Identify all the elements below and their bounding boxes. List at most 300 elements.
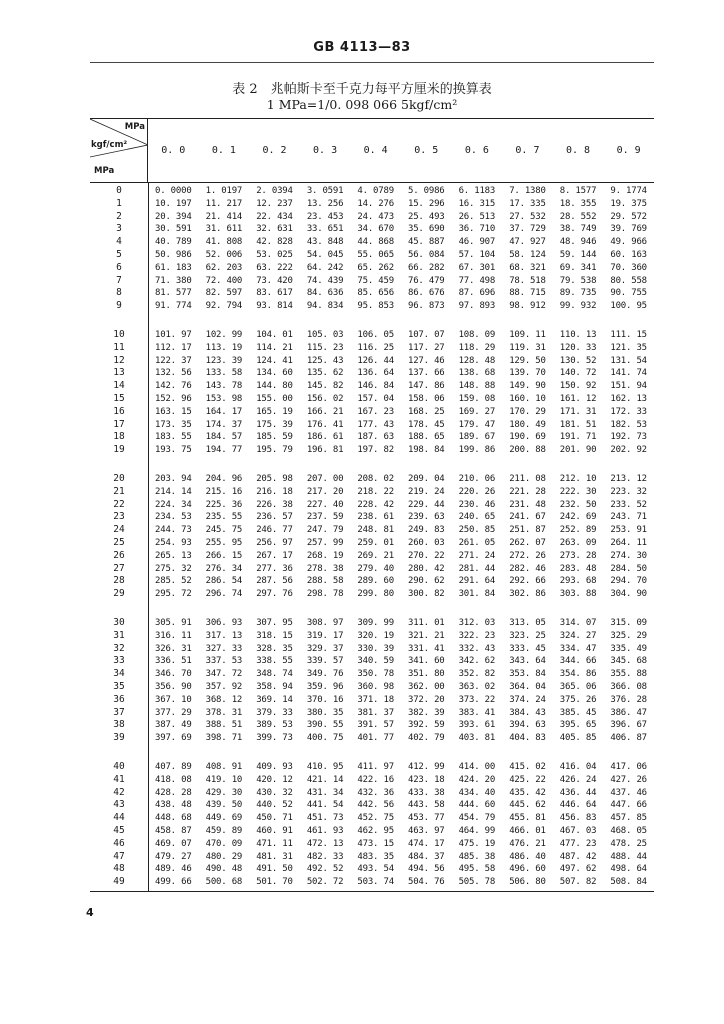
table-cell: 187. 63 — [357, 432, 394, 443]
row-label-mpa: 38 — [113, 719, 125, 731]
table-row — [90, 761, 654, 774]
table-cell: 216. 18 — [256, 486, 293, 497]
table-cell: 114. 21 — [256, 342, 293, 353]
table-cell: 365. 06 — [559, 681, 597, 692]
table-cell: 470. 09 — [205, 838, 243, 849]
table-cell: 222. 30 — [559, 486, 597, 497]
table-cell: 181. 51 — [559, 419, 597, 430]
table-cell: 417. 06 — [610, 762, 647, 772]
row-label-mpa: 41 — [113, 773, 125, 785]
row-label-mpa: 31 — [113, 629, 125, 641]
row-label-mpa: 21 — [113, 485, 125, 497]
table-cell: 111. 15 — [610, 330, 647, 340]
table-cell: 463. 97 — [408, 825, 445, 836]
table-cell: 149. 90 — [509, 381, 546, 392]
table-cell: 318. 15 — [256, 630, 293, 641]
table-cell: 325. 29 — [610, 630, 647, 641]
table-cell: 13. 256 — [306, 198, 344, 209]
table-cell: 210. 06 — [458, 474, 496, 484]
table-cell: 52. 006 — [205, 249, 243, 260]
table-cell: 120. 33 — [559, 342, 597, 353]
table-cell: 345. 68 — [610, 656, 647, 667]
table-cell: 224. 34 — [155, 499, 192, 510]
table-cell: 130. 52 — [559, 355, 597, 366]
table-cell: 450. 71 — [256, 813, 293, 824]
table-cell: 508. 84 — [610, 877, 647, 888]
table-cell: 336. 51 — [155, 656, 192, 667]
table-cell: 156. 02 — [306, 393, 344, 404]
table-cell: 64. 242 — [306, 262, 344, 273]
row-label-mpa: 42 — [113, 786, 125, 798]
table-cell: 239. 63 — [408, 512, 445, 523]
row-label-mpa: 35 — [113, 680, 125, 692]
table-cell: 483. 35 — [357, 851, 394, 862]
table-cell: 95. 853 — [357, 301, 394, 312]
table-cell: 221. 28 — [509, 486, 546, 497]
table-cell: 339. 57 — [306, 656, 344, 667]
table-cell: 443. 58 — [408, 800, 445, 811]
table-cell: 170. 29 — [509, 406, 546, 417]
table-cell: 204. 96 — [205, 474, 243, 484]
row-label-mpa: 11 — [113, 341, 125, 353]
table-cell: 19. 375 — [610, 198, 647, 209]
table-cell: 157. 04 — [357, 393, 394, 404]
table-cell: 236. 57 — [256, 512, 293, 523]
table-cell: 377. 29 — [155, 707, 192, 718]
table-cell: 66. 282 — [408, 262, 445, 273]
table-cell: 424. 20 — [458, 774, 496, 785]
table-row — [90, 329, 654, 342]
table-cell: 76. 479 — [408, 275, 445, 286]
table-cell: 109. 11 — [509, 330, 546, 340]
table-cell: 192. 73 — [610, 432, 647, 443]
row-label-mpa: 40 — [113, 761, 125, 772]
table-row — [90, 851, 654, 864]
table-cell: 428. 28 — [155, 787, 192, 798]
table-cell: 175. 39 — [256, 419, 293, 430]
row-label-mpa: 49 — [113, 876, 125, 888]
table-body — [90, 185, 654, 905]
table-cell: 370. 16 — [306, 694, 344, 705]
table-cell: 2. 0394 — [256, 186, 293, 196]
table-cell: 212. 10 — [559, 474, 597, 484]
table-cell: 148. 88 — [458, 381, 496, 392]
table-cell: 198. 84 — [408, 445, 445, 456]
table-cell: 171. 31 — [559, 406, 597, 417]
table-cell: 18. 355 — [559, 198, 597, 209]
table-cell: 477. 23 — [559, 838, 597, 849]
table-cell: 482. 33 — [306, 851, 344, 862]
table-cell: 467. 03 — [559, 825, 597, 836]
corner-cell — [90, 119, 148, 182]
table-cell: 59. 144 — [559, 249, 597, 260]
table-row — [90, 211, 654, 224]
table-cell: 296. 74 — [205, 589, 243, 600]
table-cell: 230. 46 — [458, 499, 496, 510]
table-cell: 434. 40 — [458, 787, 496, 798]
table-cell: 129. 50 — [509, 355, 546, 366]
table-cell: 42. 828 — [256, 237, 293, 248]
table-cell: 213. 12 — [610, 474, 647, 484]
table-cell: 99. 932 — [559, 301, 597, 312]
table-cell: 98. 912 — [509, 301, 546, 312]
table-cell: 97. 893 — [458, 301, 496, 312]
table-cell: 184. 57 — [205, 432, 243, 443]
table-row — [90, 236, 654, 249]
table-row — [90, 444, 654, 457]
row-group — [90, 473, 654, 617]
table-cell: 408. 91 — [205, 762, 243, 772]
table-cell: 235. 55 — [205, 512, 243, 523]
table-row — [90, 707, 654, 720]
table-cell: 330. 39 — [357, 643, 394, 654]
table-cell: 162. 13 — [610, 393, 647, 404]
table-cell: 491. 50 — [256, 864, 293, 875]
table-cell: 315. 09 — [610, 618, 647, 628]
table-cell: 390. 55 — [306, 720, 344, 731]
table-cell: 363. 02 — [458, 681, 496, 692]
table-row — [90, 262, 654, 275]
table-cell: 262. 07 — [509, 537, 546, 548]
table-cell: 105. 03 — [306, 330, 344, 340]
column-header: 0. 0 — [161, 145, 186, 156]
table-cell: 208. 02 — [357, 474, 394, 484]
table-cell: 267. 17 — [256, 550, 293, 561]
table-cell: 368. 12 — [205, 694, 243, 705]
table-cell: 26. 513 — [458, 211, 496, 222]
header-rule — [90, 62, 654, 63]
table-cell: 71. 380 — [155, 275, 192, 286]
row-label-mpa: 27 — [113, 562, 125, 574]
table-cell: 217. 20 — [306, 486, 344, 497]
table-cell: 373. 22 — [458, 694, 496, 705]
table-cell: 493. 54 — [357, 864, 394, 875]
row-label-mpa: 30 — [113, 617, 125, 628]
table-cell: 423. 18 — [408, 774, 445, 785]
table-cell: 96. 873 — [408, 301, 445, 312]
table-row — [90, 275, 654, 288]
table-cell: 457. 85 — [610, 813, 647, 824]
table-cell: 348. 74 — [256, 669, 293, 680]
table-row — [90, 787, 654, 800]
table-cell: 151. 94 — [610, 381, 647, 392]
table-cell: 397. 69 — [155, 733, 192, 744]
table-cell: 24. 473 — [357, 211, 394, 222]
table-cell: 356. 90 — [155, 681, 192, 692]
table-cell: 354. 86 — [559, 669, 597, 680]
table-cell: 118. 29 — [458, 342, 496, 353]
table-cell: 435. 42 — [509, 787, 546, 798]
table-cell: 141. 74 — [610, 368, 647, 379]
table-cell: 438. 48 — [155, 800, 192, 811]
table-cell: 260. 03 — [408, 537, 445, 548]
table-cell: 468. 05 — [610, 825, 647, 836]
table-cell: 391. 57 — [357, 720, 394, 731]
table-cell: 380. 35 — [306, 707, 344, 718]
table-row — [90, 630, 654, 643]
table-cell: 23. 453 — [306, 211, 344, 222]
table-row — [90, 863, 654, 876]
table-cell: 269. 21 — [357, 550, 394, 561]
table-cell: 414. 00 — [458, 762, 496, 772]
table-cell: 430. 32 — [256, 787, 293, 798]
table-cell: 381. 37 — [357, 707, 394, 718]
column-header: 0. 7 — [515, 145, 540, 156]
table-cell: 282. 46 — [509, 563, 546, 574]
table-cell: 238. 61 — [357, 512, 394, 523]
table-cell: 190. 69 — [509, 432, 546, 443]
table-cell: 241. 67 — [509, 512, 546, 523]
row-label-mpa: 13 — [113, 367, 125, 379]
table-cell: 302. 86 — [509, 589, 546, 600]
table-row — [90, 838, 654, 851]
row-label-mpa: 33 — [113, 655, 125, 667]
table-cell: 499. 66 — [155, 877, 192, 888]
table-cell: 205. 98 — [256, 474, 293, 484]
table-cell: 39. 769 — [610, 224, 647, 235]
table-cell: 484. 37 — [408, 851, 445, 862]
row-label-mpa: 22 — [113, 498, 125, 510]
table-cell: 490. 48 — [205, 864, 243, 875]
table-cell: 304. 90 — [610, 589, 647, 600]
table-cell: 453. 77 — [408, 813, 445, 824]
table-cell: 124. 41 — [256, 355, 293, 366]
table-cell: 495. 58 — [458, 864, 496, 875]
table-cell: 314. 07 — [559, 618, 597, 628]
table-row — [90, 367, 654, 380]
standard-code-header: GB 4113—83 — [313, 40, 411, 55]
corner-label-mpa-top: MPa — [124, 122, 145, 132]
table-cell: 89. 735 — [559, 288, 597, 299]
table-cell: 176. 41 — [306, 419, 344, 430]
table-cell: 309. 99 — [357, 618, 394, 628]
table-cell: 266. 15 — [205, 550, 243, 561]
row-label-mpa: 34 — [113, 668, 125, 680]
table-row — [90, 223, 654, 236]
table-cell: 464. 99 — [458, 825, 496, 836]
table-cell: 290. 62 — [408, 576, 445, 587]
table-cell: 447. 66 — [610, 800, 647, 811]
table-cell: 256. 97 — [256, 537, 293, 548]
table-cell: 272. 26 — [509, 550, 546, 561]
corner-label-kgf: kgf/cm² — [91, 140, 128, 150]
table-cell: 246. 77 — [256, 525, 293, 536]
table-cell: 311. 01 — [408, 618, 445, 628]
table-cell: 55. 065 — [357, 249, 394, 260]
table-cell: 46. 907 — [458, 237, 496, 248]
table-cell: 133. 58 — [205, 368, 243, 379]
table-cell: 344. 66 — [559, 656, 597, 667]
table-cell: 376. 28 — [610, 694, 647, 705]
table-cell: 83. 617 — [256, 288, 293, 299]
table-cell: 466. 01 — [509, 825, 546, 836]
table-cell: 328. 35 — [256, 643, 293, 654]
table-cell: 29. 572 — [610, 211, 647, 222]
table-row — [90, 550, 654, 563]
table-cell: 14. 276 — [357, 198, 394, 209]
table-cell: 6. 1183 — [458, 186, 496, 196]
table-cell: 399. 73 — [256, 733, 293, 744]
table-cell: 480. 29 — [205, 851, 243, 862]
table-cell: 471. 11 — [256, 838, 293, 849]
table-row — [90, 406, 654, 419]
table-cell: 436. 44 — [559, 787, 597, 798]
table-cell: 265. 13 — [155, 550, 192, 561]
table-cell: 338. 55 — [256, 656, 293, 667]
table-cell: 122. 37 — [155, 355, 192, 366]
table-cell: 321. 21 — [408, 630, 445, 641]
table-cell: 410. 95 — [306, 762, 344, 772]
table-cell: 320. 19 — [357, 630, 394, 641]
table-cell: 278. 38 — [306, 563, 344, 574]
table-cell: 232. 50 — [559, 499, 597, 510]
row-label-mpa: 32 — [113, 642, 125, 654]
table-cell: 326. 31 — [155, 643, 192, 654]
table-cell: 401. 77 — [357, 733, 394, 744]
table-cell: 142. 76 — [155, 381, 192, 392]
table-cell: 152. 96 — [155, 393, 192, 404]
table-cell: 279. 40 — [357, 563, 394, 574]
column-header: 0. 1 — [211, 145, 236, 156]
table-cell: 8. 1577 — [559, 186, 597, 196]
row-label-mpa: 24 — [113, 524, 125, 536]
table-cell: 33. 651 — [306, 224, 344, 235]
table-cell: 322. 23 — [458, 630, 496, 641]
table-cell: 179. 47 — [458, 419, 496, 430]
table-cell: 203. 94 — [155, 474, 192, 484]
table-cell: 166. 21 — [306, 406, 344, 417]
table-cell: 81. 577 — [155, 288, 192, 299]
table-cell: 293. 68 — [559, 576, 597, 587]
corner-label-mpa-bottom: MPa — [94, 166, 115, 176]
table-row — [90, 419, 654, 432]
table-cell: 1. 0197 — [205, 186, 243, 196]
table-cell: 158. 06 — [408, 393, 445, 404]
table-cell: 218. 22 — [357, 486, 394, 497]
row-group — [90, 329, 654, 473]
table-cell: 202. 92 — [610, 445, 647, 456]
table-cell: 316. 11 — [155, 630, 192, 641]
table-title: 表 2 兆帕斯卡至千克力每平方厘米的换算表 — [232, 82, 492, 97]
table-cell: 300. 82 — [408, 589, 445, 600]
table-cell: 505. 78 — [458, 877, 496, 888]
table-row — [90, 825, 654, 838]
table-cell: 273. 28 — [559, 550, 597, 561]
table-cell: 459. 89 — [205, 825, 243, 836]
table-cell: 160. 10 — [509, 393, 546, 404]
table-cell: 285. 52 — [155, 576, 192, 587]
table-cell: 115. 23 — [306, 342, 344, 353]
table-cell: 136. 64 — [357, 368, 394, 379]
table-row — [90, 575, 654, 588]
table-cell: 427. 26 — [610, 774, 647, 785]
row-label-mpa: 8 — [116, 287, 122, 299]
table-cell: 442. 56 — [357, 800, 394, 811]
table-cell: 58. 124 — [509, 249, 546, 260]
table-cell: 359. 96 — [306, 681, 344, 692]
table-cell: 47. 927 — [509, 237, 546, 248]
table-cell: 25. 493 — [408, 211, 445, 222]
table-cell: 185. 59 — [256, 432, 293, 443]
table-cell: 274. 30 — [610, 550, 647, 561]
table-cell: 35. 690 — [408, 224, 445, 235]
table-cell: 343. 64 — [509, 656, 546, 667]
row-label-mpa: 43 — [113, 799, 125, 811]
row-label-mpa: 17 — [113, 418, 125, 430]
table-cell: 16. 315 — [458, 198, 496, 209]
table-cell: 445. 62 — [509, 800, 546, 811]
table-cell: 250. 85 — [458, 525, 496, 536]
table-row — [90, 393, 654, 406]
table-cell: 460. 91 — [256, 825, 293, 836]
table-cell: 255. 95 — [205, 537, 243, 548]
table-cell: 367. 10 — [155, 694, 192, 705]
table-cell: 32. 631 — [256, 224, 293, 235]
table-cell: 349. 76 — [306, 669, 344, 680]
table-cell: 323. 25 — [509, 630, 546, 641]
table-cell: 168. 25 — [408, 406, 445, 417]
table-cell: 444. 60 — [458, 800, 496, 811]
table-cell: 15. 296 — [408, 198, 445, 209]
row-label-mpa: 47 — [113, 850, 125, 862]
table-cell: 488. 44 — [610, 851, 647, 862]
table-cell: 70. 360 — [610, 262, 647, 273]
row-label-mpa: 9 — [116, 300, 122, 312]
row-label-mpa: 18 — [113, 431, 125, 443]
table-cell: 140. 72 — [559, 368, 597, 379]
table-cell: 49. 966 — [610, 237, 647, 248]
table-cell: 4. 0789 — [357, 186, 394, 196]
table-row — [90, 300, 654, 313]
table-cell: 251. 87 — [509, 525, 546, 536]
table-cell: 500. 68 — [205, 877, 243, 888]
row-label-mpa: 28 — [113, 575, 125, 587]
table-cell: 378. 31 — [205, 707, 243, 718]
table-cell: 283. 48 — [559, 563, 597, 574]
table-cell: 86. 676 — [408, 288, 445, 299]
table-cell: 121. 35 — [610, 342, 647, 353]
table-cell: 207. 00 — [306, 474, 344, 484]
table-cell: 335. 49 — [610, 643, 647, 654]
table-cell: 503. 74 — [357, 877, 394, 888]
table-cell: 264. 11 — [610, 537, 647, 548]
table-cell: 146. 84 — [357, 381, 394, 392]
table-cell: 63. 222 — [256, 262, 293, 273]
column-headers — [148, 119, 654, 182]
row-label-mpa: 15 — [113, 392, 125, 404]
table-cell: 327. 33 — [205, 643, 243, 654]
table-row — [90, 617, 654, 630]
table-cell: 412. 99 — [408, 762, 445, 772]
table-cell: 448. 68 — [155, 813, 192, 824]
table-cell: 247. 79 — [306, 525, 344, 536]
table-cell: 150. 92 — [559, 381, 597, 392]
table-cell: 303. 88 — [559, 589, 597, 600]
table-cell: 259. 01 — [357, 537, 394, 548]
table-cell: 362. 00 — [408, 681, 445, 692]
table-cell: 446. 64 — [559, 800, 597, 811]
table-row — [90, 380, 654, 393]
row-group — [90, 185, 654, 329]
table-cell: 107. 07 — [408, 330, 445, 340]
table-cell: 462. 95 — [357, 825, 394, 836]
table-cell: 53. 025 — [256, 249, 293, 260]
table-cell: 294. 70 — [610, 576, 647, 587]
table-cell: 426. 24 — [559, 774, 597, 785]
row-label-mpa: 19 — [113, 444, 125, 456]
table-cell: 186. 61 — [306, 432, 344, 443]
column-header: 0. 9 — [616, 145, 641, 156]
